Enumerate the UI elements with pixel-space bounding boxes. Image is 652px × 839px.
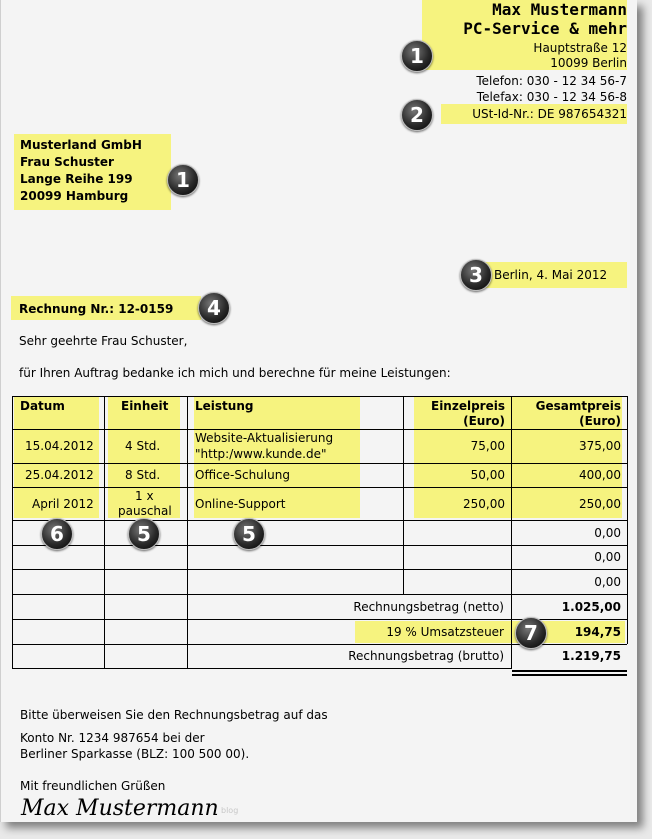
header-gesamtpreis-unit: (Euro) (579, 414, 621, 428)
cell-einzelpreis: 50,00 (470, 468, 505, 482)
sender-phone: Telefon: 030 - 12 34 56-7 (476, 74, 627, 88)
header-einzelpreis-unit: (Euro) (463, 414, 505, 428)
header-leistung: Leistung (195, 399, 254, 413)
recipient-company: Musterland GmbH (20, 138, 142, 152)
cell-gesamtpreis: 375,00 (579, 439, 621, 453)
invoice-date: Berlin, 4. Mai 2012 (494, 268, 608, 282)
account-text: Konto Nr. 1234 987654 bei der (20, 731, 205, 745)
netto-value: 1.025,00 (561, 600, 621, 614)
sender-street: Hauptstraße 12 (533, 41, 627, 55)
empty-row-total: 0,00 (594, 526, 621, 540)
empty-row-total: 0,00 (594, 575, 621, 589)
sender-vat-id: USt-Id-Nr.: DE 987654321 (472, 107, 627, 121)
watermark: blog (221, 806, 239, 815)
cell-datum: April 2012 (32, 497, 94, 511)
header-datum: Datum (20, 399, 65, 413)
header-einzelpreis: Einzelpreis (431, 399, 505, 413)
cell-gesamtpreis: 250,00 (579, 497, 621, 511)
badge-3-icon: 3 (460, 259, 492, 291)
sender-city: 10099 Berlin (550, 56, 627, 70)
badge-4-icon: 4 (198, 292, 230, 324)
cell-einheit: 1 x (135, 489, 154, 503)
badge-6-icon: 6 (41, 518, 73, 550)
cell-leistung: Website-Aktualisierung (195, 431, 334, 445)
recipient-street: Lange Reihe 199 (20, 172, 133, 186)
empty-row-total: 0,00 (594, 550, 621, 564)
tax-value: 194,75 (574, 625, 621, 639)
badge-5-icon: 5 (128, 518, 160, 550)
sender-company: PC-Service & mehr (463, 19, 627, 38)
sender-fax: Telefax: 030 - 12 34 56-8 (476, 90, 627, 104)
badge-7-icon: 7 (515, 617, 547, 649)
brutto-label: Rechnungsbetrag (brutto) (348, 649, 504, 663)
salutation: Sehr geehrte Frau Schuster, (19, 334, 188, 348)
header-gesamtpreis: Gesamtpreis (535, 399, 621, 413)
badge-1-icon: 1 (401, 40, 433, 72)
cell-leistung: Online-Support (195, 497, 286, 511)
cell-einheit-detail: pauschal (118, 504, 172, 518)
cell-datum: 25.04.2012 (25, 468, 94, 482)
intro-text: für Ihren Auftrag bedanke ich mich und berechne für meine Leistungen: (19, 366, 451, 380)
netto-label: Rechnungsbetrag (netto) (353, 600, 504, 614)
cell-leistung: Office-Schulung (195, 468, 290, 482)
header-einheit: Einheit (121, 399, 169, 413)
recipient-contact: Frau Schuster (20, 155, 114, 169)
cell-einzelpreis: 250,00 (463, 497, 505, 511)
transfer-text: Bitte überweisen Sie den Rechnungsbetrag auf das (20, 708, 328, 722)
sender-name: Max Mustermann (492, 0, 627, 19)
signature: Max Mustermann (21, 796, 219, 821)
badge-2-icon: 2 (401, 99, 433, 131)
invoice-number: Rechnung Nr.: 12-0159 (19, 302, 174, 316)
badge-1b-icon: 1 (167, 164, 199, 196)
cell-leistung-url: "http:/www.kunde.de" (195, 447, 327, 461)
greeting-text: Mit freundlichen Grüßen (20, 779, 166, 793)
cell-datum: 15.04.2012 (25, 439, 94, 453)
cell-einzelpreis: 75,00 (470, 439, 505, 453)
brutto-value: 1.219,75 (561, 649, 621, 663)
cell-einheit: 8 Std. (125, 468, 161, 482)
cell-gesamtpreis: 400,00 (579, 468, 621, 482)
cell-einheit: 4 Std. (125, 439, 161, 453)
bank-text: Berliner Sparkasse (BLZ: 100 500 00). (20, 747, 250, 761)
badge-5b-icon: 5 (233, 518, 265, 550)
recipient-block (14, 134, 171, 210)
recipient-city: 20099 Hamburg (20, 189, 129, 203)
tax-label: 19 % Umsatzsteuer (386, 625, 504, 639)
